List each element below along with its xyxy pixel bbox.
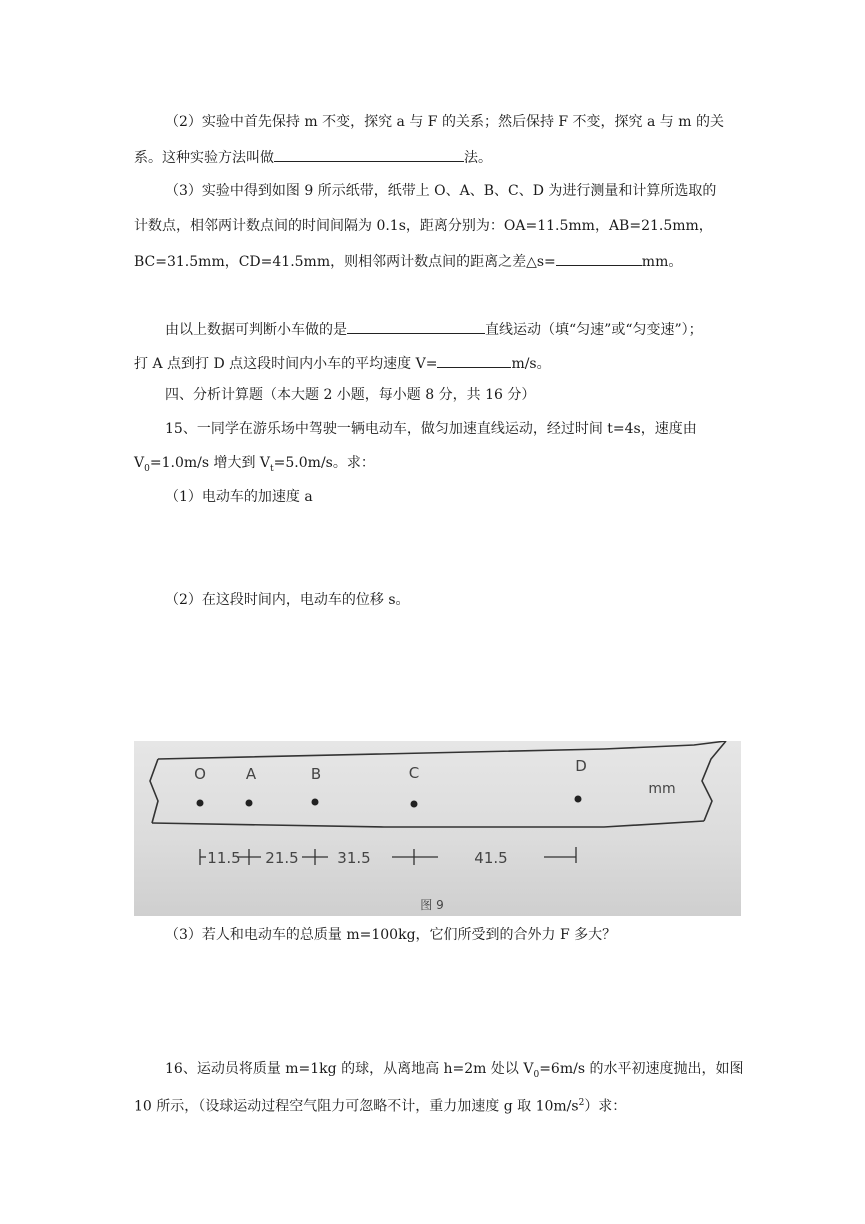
point-label-b: B xyxy=(310,765,322,783)
point-label-o: O xyxy=(194,765,206,783)
section4-heading: 四、分析计算题（本大题 2 小题，每小题 8 分，共 16 分） xyxy=(165,387,536,403)
point-label-c: C xyxy=(408,764,420,782)
unit-label-mm: mm xyxy=(648,781,676,797)
q14-part3-line3: BC=31.5mm，CD=41.5mm，则相邻两计数点间的距离之差△s= mm。 xyxy=(134,250,682,272)
q16-line2: 10 所示，（设球运动过程空气阻力可忽略不计，重力加速度 g 取 $10m/s^2$）求： xyxy=(134,1098,627,1115)
method-answer-blank[interactable] xyxy=(274,146,464,162)
point-dot-d xyxy=(575,796,582,803)
q14-part2-line1 xyxy=(165,112,724,132)
q15-line2: $V_0=1.0m/s$ 增大到 $V_t=5.0m/s$。求： xyxy=(134,455,375,474)
dimension-ticks xyxy=(200,847,576,865)
q14-part2-text: （2）实验中首先保持 m 不变，探究 a 与 F 的关系；然后保持 F 不变，探究 a 与 m 的关 xyxy=(165,114,724,130)
q14-part3-line1: （3）实验中得到如图 9 所示纸带，纸带上 O、A、B、C、D 为进行测量和计算所选取的 xyxy=(165,183,717,199)
motion-type-answer-blank[interactable] xyxy=(347,318,485,334)
q15-part3: （3）若人和电动车的总质量 m=100kg，它们所受到的合外力 F 多大？ xyxy=(165,927,617,943)
q15-line1: 15、一同学在游乐场中驾驶一辆电动车，做匀加速直线运动，经过时间 t=4s，速度由 xyxy=(165,421,697,437)
point-dot-a xyxy=(246,800,253,807)
figure9-tape-photo xyxy=(134,741,741,916)
q14-part2-line2: 系。这种实验方法叫做 法。 xyxy=(134,146,492,168)
q14-part3-line2: 计数点，相邻两计数点间的时间间隔为 0.1s，距离分别为：OA=11.5mm，AB=21.5mm， xyxy=(134,218,713,234)
point-dot-c xyxy=(411,801,418,808)
distance-cd: 41.5 xyxy=(474,849,508,867)
delta-s-answer-blank[interactable] xyxy=(556,250,642,266)
average-velocity-answer-blank[interactable] xyxy=(437,352,511,368)
q14-part3-line4: 由以上数据可判断小车做的是 直线运动（填“匀速”或“匀变速”）； xyxy=(165,318,703,340)
point-label-a: A xyxy=(245,765,257,783)
distance-ab: 21.5 xyxy=(265,849,299,867)
point-label-d: D xyxy=(575,757,587,775)
distance-bc: 31.5 xyxy=(337,849,371,867)
figure9-caption: 图 9 xyxy=(420,898,444,912)
q16-line1: 16、运动员将质量 m=1kg 的球，从离地高 h=2m 处以 $V_0=6m/s$ 的水平初速度抛出，如图 xyxy=(165,1061,744,1080)
point-dot-o xyxy=(197,800,204,807)
point-dot-b xyxy=(312,799,319,806)
q15-part2: （2）在这段时间内，电动车的位移 s。 xyxy=(165,592,410,608)
figure9-drawing xyxy=(134,741,741,916)
q14-part3-line5: 打 A 点到打 D 点这段时间内小车的平均速度 V= m/s。 xyxy=(134,352,551,374)
q15-part1: （1）电动车的加速度 a xyxy=(165,489,313,505)
distance-oa: 11.5 xyxy=(207,849,241,867)
